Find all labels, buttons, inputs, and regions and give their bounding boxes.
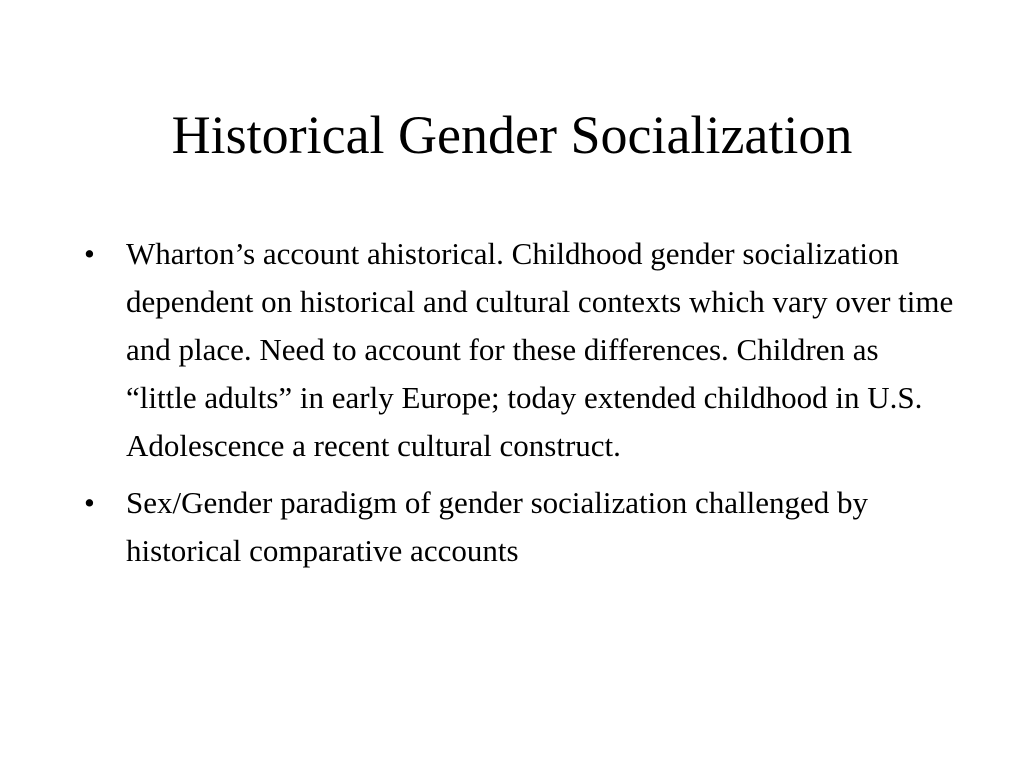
bullet-item: [84, 479, 954, 575]
slide-title: Historical Gender Socialization: [171, 105, 853, 165]
bullet-text: Wharton’s account ahistorical. Childhood gender socialization dependent on historical and cultural contexts which vary over time and place. Need to account for these differences. Children as “little adults” in early Europe; today extended childhood in U.S. Adolescence a recent cultural construct.: [126, 236, 954, 463]
bullet-text: Sex/Gender paradigm of gender socialization challenged by historical comparative accounts: [126, 485, 869, 568]
bullet-list: [84, 230, 954, 584]
bullet-marker: •: [84, 485, 95, 520]
bullet-marker: •: [84, 236, 95, 271]
bullet-item: [84, 230, 954, 470]
